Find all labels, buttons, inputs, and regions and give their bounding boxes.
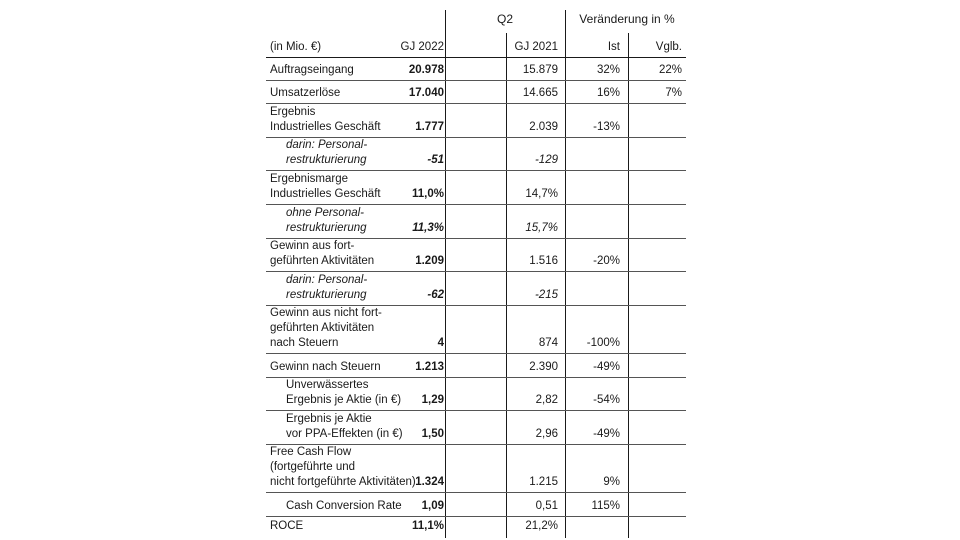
value-vglb: 22%	[658, 64, 682, 76]
table-row-unverwaessertes-ergebnis-je-aktie	[266, 377, 686, 411]
row-label-line1: Gewinn aus nicht fort-	[270, 307, 382, 319]
value-gj2022: 20.978	[408, 64, 444, 76]
col-header-gj2022: GJ 2022	[400, 41, 444, 53]
row-label-line1: ohne Personal-	[286, 207, 364, 219]
table-row-free-cash-flow	[266, 444, 686, 493]
header-q2: Q2	[496, 12, 513, 26]
column-header-row	[266, 35, 686, 58]
value-vglb: 7%	[665, 87, 682, 99]
row-label-line2: Ergebnis je Aktie (in €)	[286, 394, 402, 406]
value-gj2021: -129	[534, 154, 558, 166]
value-gj2022: 11,1%	[412, 520, 444, 532]
value-gj2021: 0,51	[535, 500, 558, 512]
table-row-ergebnismarge	[266, 170, 686, 205]
value-ist: -100%	[586, 337, 620, 349]
value-gj2022: 1,29	[421, 394, 444, 406]
value-gj2021: 21,2%	[525, 520, 558, 532]
value-gj2022: 1.209	[415, 255, 444, 267]
table-row-ohne-personalrestrukturierung	[266, 204, 686, 239]
row-label-line2: geführten Aktivitäten	[270, 255, 375, 267]
table-row-ergebnis-industrielles-geschaeft	[266, 103, 686, 138]
row-label-line2: restrukturierung	[286, 154, 367, 166]
row-label-line2: vor PPA-Effekten (in €)	[286, 428, 403, 440]
value-gj2021: 2.039	[529, 121, 558, 133]
header-change-percent: Veränderung in %	[579, 12, 675, 26]
value-gj2021: 14.665	[522, 87, 558, 99]
value-ist: -13%	[593, 121, 620, 133]
row-label-line2: (fortgeführte und	[270, 461, 356, 473]
row-label-line3: nach Steuern	[270, 337, 339, 349]
row-label-line1: darin: Personal-	[286, 274, 368, 286]
row-label-line1: Ergebnis je Aktie	[286, 413, 372, 425]
unit-label: (in Mio. €)	[270, 41, 322, 53]
table-row-cash-conversion-rate	[266, 492, 686, 517]
value-gj2022: 17.040	[408, 87, 444, 99]
row-label-line1: Ergebnismarge	[270, 173, 348, 185]
value-gj2021: 874	[538, 337, 558, 349]
row-label-line1: Ergebnis	[270, 106, 316, 118]
value-gj2022: -51	[427, 154, 444, 166]
table-row-gewinn-fortgefuehrte-aktivitaeten	[266, 238, 686, 272]
row-label-line1: Gewinn aus fort-	[270, 240, 355, 252]
table-row-darin-personalrestrukturierung	[266, 137, 686, 171]
value-gj2022: 1.777	[415, 121, 444, 133]
row-label-line2: Industrielles Geschäft	[270, 188, 381, 200]
value-ist: 9%	[603, 476, 620, 488]
value-ist: 32%	[596, 64, 620, 76]
value-gj2021: 2,82	[535, 394, 558, 406]
row-label-line1: Unverwässertes	[286, 379, 369, 391]
table-row-roce	[266, 516, 686, 536]
row-label: Cash Conversion Rate	[286, 500, 402, 512]
value-gj2022: -62	[427, 289, 444, 301]
row-label-line1: darin: Personal-	[286, 139, 368, 151]
value-gj2022: 11,3%	[412, 222, 444, 234]
table-row-darin-personalrestrukturierung-2	[266, 271, 686, 306]
value-gj2021: 1.516	[529, 255, 558, 267]
table-row-gewinn-nach-steuern	[266, 353, 686, 378]
col-header-ist: Ist	[607, 41, 620, 53]
value-gj2022: 11,0%	[412, 188, 444, 200]
value-ist: 115%	[591, 500, 620, 512]
value-gj2022: 1,50	[421, 428, 444, 440]
row-label-line2: restrukturierung	[286, 289, 367, 301]
table-row-auftragseingang	[266, 57, 686, 81]
row-label-line1: Free Cash Flow	[270, 446, 352, 458]
value-ist: -49%	[593, 428, 620, 440]
value-gj2021: 15,7%	[525, 222, 558, 234]
value-gj2021: -215	[534, 289, 558, 301]
col-header-gj2021: GJ 2021	[514, 41, 558, 53]
table-row-ergebnis-je-aktie-vor-ppa	[266, 410, 686, 445]
table-row-umsatzerloese	[266, 80, 686, 104]
value-ist: 16%	[596, 87, 620, 99]
value-gj2021: 1.215	[529, 476, 558, 488]
value-ist: -49%	[593, 361, 620, 373]
value-gj2022: 4	[437, 337, 444, 349]
value-gj2021: 2.390	[529, 361, 558, 373]
value-gj2022: 1.324	[415, 476, 444, 488]
row-label-line2: Industrielles Geschäft	[270, 121, 381, 133]
value-gj2021: 14,7%	[525, 188, 558, 200]
value-gj2021: 15.879	[522, 64, 558, 76]
col-header-vglb: Vglb.	[655, 41, 682, 53]
value-gj2021: 2,96	[535, 428, 558, 440]
row-label-line2: geführten Aktivitäten	[270, 322, 375, 334]
value-gj2022: 1.213	[415, 361, 444, 373]
value-ist: -54%	[593, 394, 620, 406]
row-label: Gewinn nach Steuern	[270, 361, 381, 373]
table-row-gewinn-nicht-fortgefuehrte-aktivitaeten	[266, 305, 686, 354]
row-label: Umsatzerlöse	[270, 87, 341, 99]
value-gj2022: 1,09	[421, 500, 444, 512]
row-label-line2: restrukturierung	[286, 222, 367, 234]
row-label: ROCE	[270, 520, 304, 532]
value-ist: -20%	[593, 255, 620, 267]
row-label-line3: nicht fortgeführte Aktivitäten)	[270, 476, 416, 488]
row-label: Auftragseingang	[270, 64, 354, 76]
